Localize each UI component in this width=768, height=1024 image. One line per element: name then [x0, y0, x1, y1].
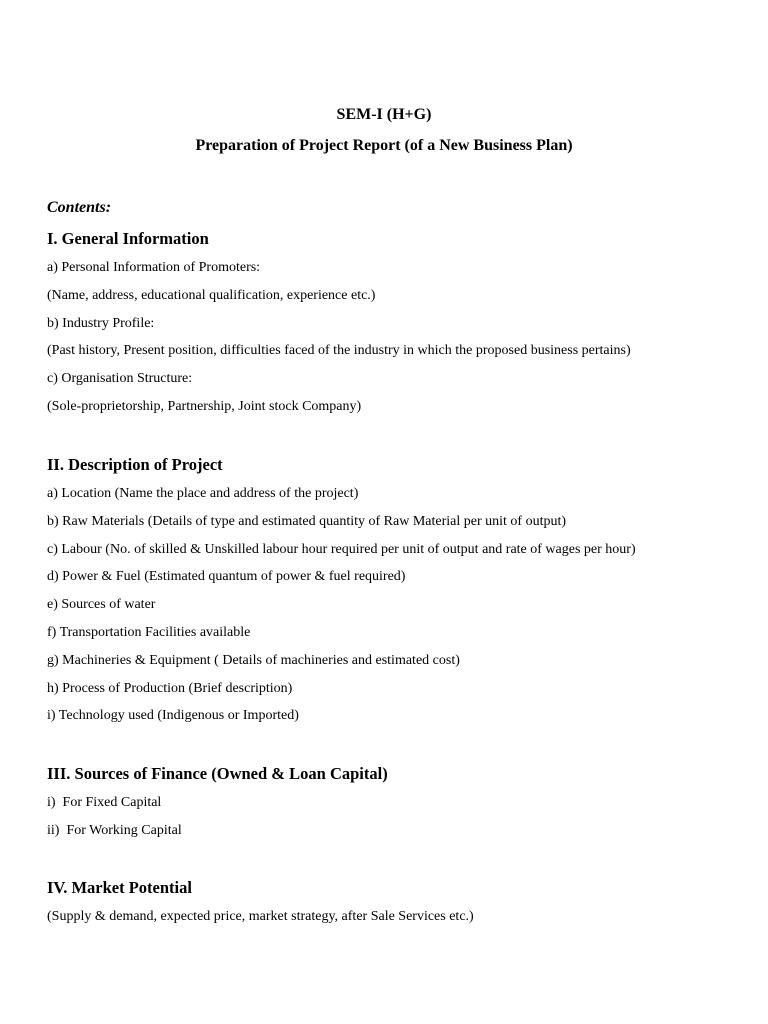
list-item: ii) For Working Capital — [47, 822, 182, 838]
list-item: i) Technology used (Indigenous or Imported) — [47, 708, 299, 724]
list-item: (Name, address, educational qualification, experience etc.) — [47, 287, 376, 303]
section-heading: II. Description of Project — [47, 455, 223, 474]
list-item: (Sole-proprietorship, Partnership, Joint stock Company) — [47, 398, 362, 414]
list-item: b) Industry Profile: — [47, 315, 155, 331]
list-item: c) Organisation Structure: — [47, 371, 193, 387]
list-item: (Supply & demand, expected price, market strategy, after Sale Services etc.) — [47, 909, 474, 924]
section-lines — [47, 907, 747, 927]
list-item: a) Personal Information of Promoters: — [47, 260, 261, 275]
list-item: b) Raw Materials (Details of type and estimated quantity of Raw Material per unit of output) — [47, 513, 567, 529]
section-lines — [47, 258, 747, 417]
list-item: d) Power & Fuel (Estimated quantum of power & fuel required) — [47, 569, 406, 585]
document-subtitle: Preparation of Project Report (of a New Business Plan) — [195, 137, 573, 154]
section-general-information — [47, 229, 747, 425]
list-item: a) Location (Name the place and address of the project) — [47, 486, 359, 501]
section-heading: IV. Market Potential — [47, 878, 192, 897]
list-item: g) Machineries & Equipment ( Details of machineries and estimated cost) — [47, 652, 460, 668]
list-item: f) Transportation Facilities available — [47, 624, 251, 640]
list-item: i) For Fixed Capital — [47, 795, 162, 810]
document-title: SEM-I (H+G) — [336, 106, 432, 123]
section-heading: III. Sources of Finance (Owned & Loan Capital) — [47, 764, 388, 783]
section-description-of-project — [47, 455, 747, 734]
list-item: (Past history, Present position, difficulties faced of the industry in which the proposed business pertains) — [47, 343, 631, 359]
section-market-potential — [47, 878, 747, 935]
list-item: c) Labour (No. of skilled & Unskilled labour hour required per unit of output and rate of wages per hour) — [47, 541, 636, 557]
section-heading: I. General Information — [47, 229, 209, 248]
list-item: e) Sources of water — [47, 597, 156, 613]
list-item: h) Process of Production (Brief description) — [47, 680, 293, 696]
section-sources-of-finance — [47, 764, 747, 849]
contents-label: Contents: — [47, 199, 112, 216]
section-lines — [47, 793, 747, 841]
section-lines — [47, 484, 747, 726]
